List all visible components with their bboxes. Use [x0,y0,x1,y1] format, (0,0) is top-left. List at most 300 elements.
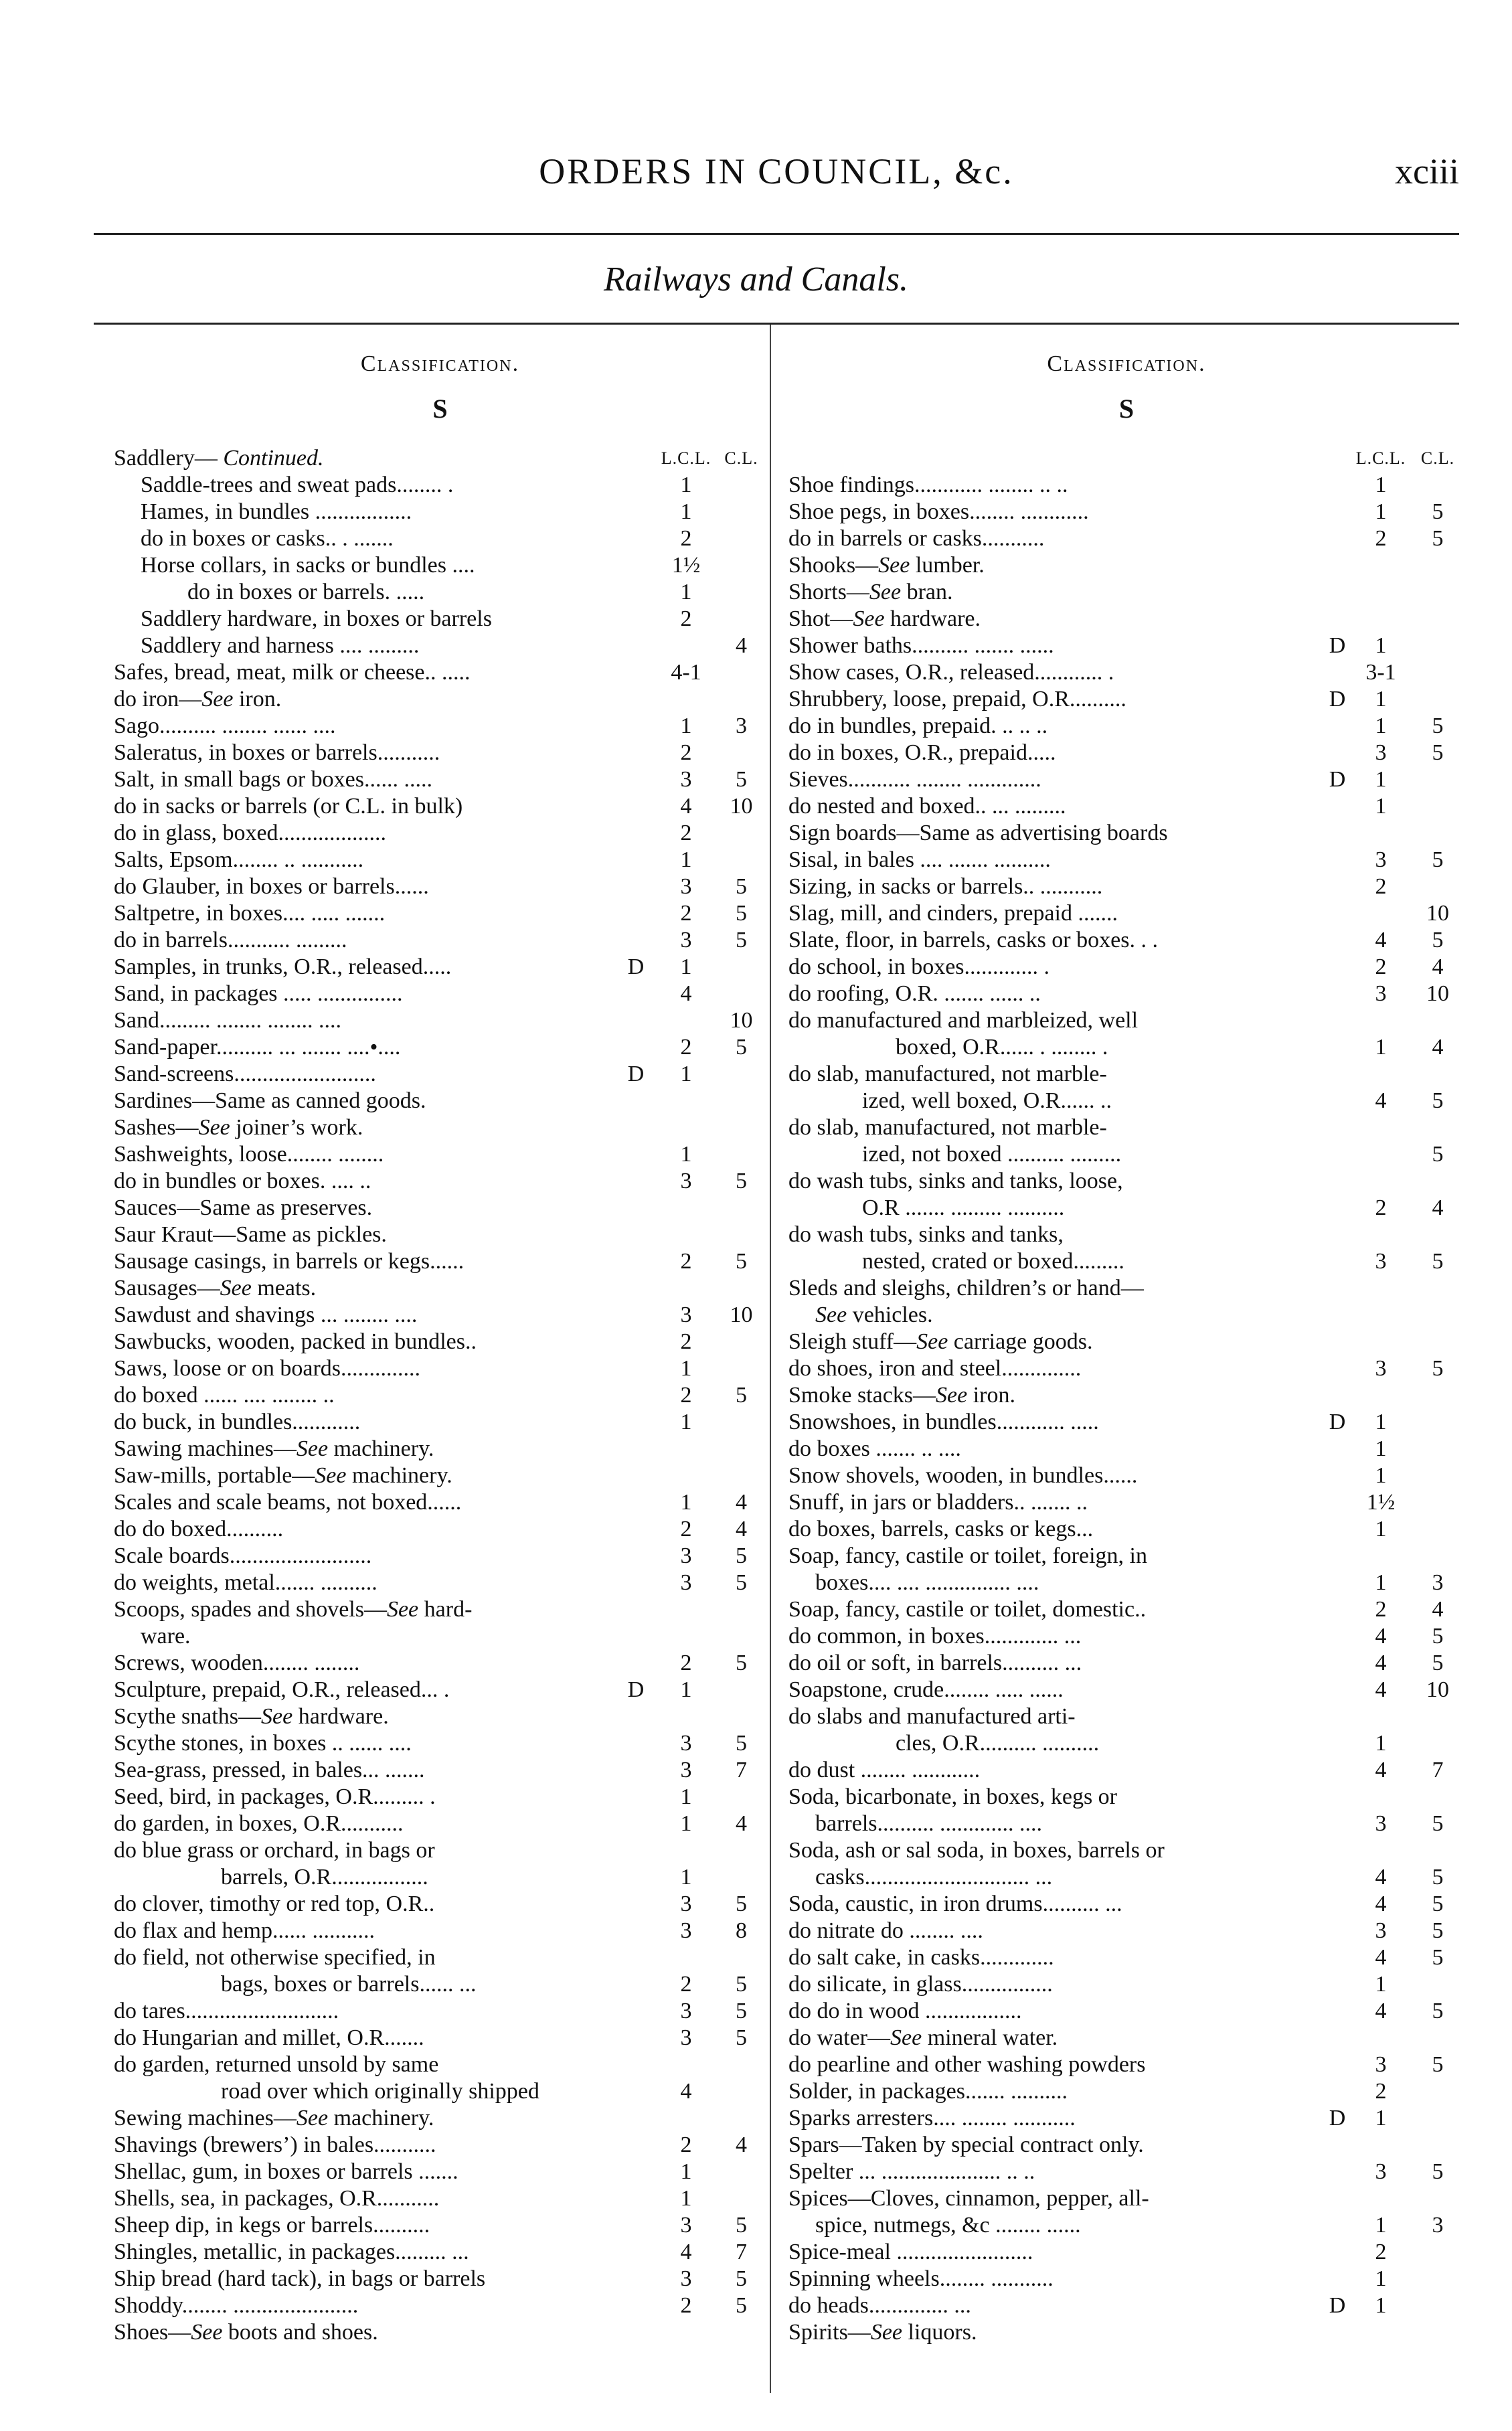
d-mark: D [1329,2106,1346,2130]
cl-value: 4 [736,1490,747,1515]
classification-entry [788,1409,1464,1436]
cl-value: 5 [736,1731,747,1756]
entry-text: boxed, O.R...... . ........ . [896,1035,1108,1060]
classification-entry [114,1623,766,1650]
classification-heading: Classification. [1047,351,1206,376]
cl-value: 5 [736,1999,747,2023]
lcl-value: 3 [680,874,692,899]
classification-entry [788,1864,1464,1891]
entry-text: Salt, in small bags or boxes...... ..... [114,767,432,792]
lcl-value: 1 [1375,473,1387,497]
entry-text: Hames, in bundles ................. [141,499,412,524]
entry-text: do in sacks or barrels (or C.L. in bulk) [114,794,463,819]
entry-text: Screws, wooden........ ........ [114,1651,360,1675]
entry-text: Sawing machines—See machinery. [114,1436,434,1461]
entry-text: Show cases, O.R., released............ . [788,660,1114,685]
entry-text: Saws, loose or on boards.............. [114,1356,421,1381]
entry-text: do oil or soft, in barrels.......... ... [788,1651,1082,1675]
classification-entry [114,1570,766,1596]
classification-entry [114,847,766,873]
entry-text: Shoddy........ ...................... [114,2293,359,2318]
entry-text: do in barrels........... ......... [114,928,347,952]
classification-entry [788,1061,1464,1088]
entry-text: Soap, fancy, castile or toilet, foreign, in [788,1543,1147,1568]
entry-text: do manufactured and marbleized, well [788,1008,1139,1033]
classification-entry [114,1811,766,1837]
entry-text: Sago.......... ........ ...... .... [114,714,336,738]
lcl-value: 4 [680,981,692,1006]
cl-value: 4 [1432,1597,1444,1622]
cl-value: 5 [736,1249,747,1274]
classification-entry [114,525,766,552]
d-mark: D [1329,687,1346,711]
cl-value: 5 [1432,526,1444,551]
entry-text: do slab, manufactured, not marble- [788,1062,1107,1086]
classification-entry [788,1784,1464,1811]
page-header [94,151,1459,204]
lcl-value: 1 [680,714,692,738]
lcl-value: 2 [680,821,692,845]
entry-text: Solder, in packages....... .......... [788,2079,1068,2104]
cl-value: 5 [736,1892,747,1916]
entry-text: See vehicles. [815,1303,933,1327]
lcl-value: 2 [1375,874,1387,899]
classification-entry [114,1998,766,2025]
cl-value: 10 [1426,981,1449,1006]
entry-text: do boxed ...... .... ........ .. [114,1383,335,1408]
lcl-value: 1 [680,1865,692,1890]
continued-heading: Saddlery— Continued. [114,446,324,471]
entry-text: do in boxes, O.R., prepaid..... [788,740,1056,765]
classification-entry [114,900,766,927]
classification-entry [114,606,766,633]
classification-entry [788,1998,1464,2025]
classification-entry [788,766,1464,793]
entry-text: casks............................. ... [815,1865,1053,1890]
lcl-value: 1 [1375,767,1387,792]
classification-entry [114,1971,766,1998]
lcl-value: 1 [1375,2266,1387,2291]
entry-text: Sand-screens......................... [114,1062,376,1086]
entry-text: do weights, metal....... .......... [114,1570,377,1595]
cl-value: 5 [1432,847,1444,872]
classification-entry [114,2025,766,2051]
classification-entry [114,766,766,793]
classification-entry [788,1703,1464,1730]
lcl-value: 2 [680,740,692,765]
cl-value: 5 [736,2025,747,2050]
d-mark: D [1329,767,1346,792]
classification-entry [114,1275,766,1302]
classification-entry [114,873,766,900]
cl-value: 5 [736,928,747,952]
entry-text: Shorts—See bran. [788,580,953,604]
lcl-value: 1 [1375,1410,1387,1434]
lcl-value: 1 [1375,2213,1387,2238]
entry-text: Sleds and sleighs, children’s or hand— [788,1276,1144,1301]
entry-text: Horse collars, in sacks or bundles .... [141,553,475,578]
cl-value: 7 [1432,1758,1444,1782]
entry-text: bags, boxes or barrels...... ... [221,1972,477,1997]
lcl-value: 2 [1375,526,1387,551]
entry-text: Ship bread (hard tack), in bags or barrels [114,2266,486,2291]
classification-entry [788,1222,1464,1248]
classification-entry [788,1677,1464,1703]
cl-value: 5 [736,1543,747,1568]
column-header-row [114,445,766,472]
entry-text: Sawbucks, wooden, packed in bundles.. [114,1329,477,1354]
classification-entry [788,2212,1464,2239]
classification-entry [788,686,1464,713]
entry-text: Shavings (brewers’) in bales........... [114,2132,436,2157]
entry-text: Sand, in packages ..... ............... [114,981,403,1006]
entry-text: Sisal, in bales .... ....... .......... [788,847,1051,872]
classification-entry [114,633,766,659]
entry-text: Saltpetre, in boxes.... ..... ....... [114,901,386,926]
classification-entry [788,1516,1464,1543]
lcl-value: 1 [680,473,692,497]
lcl-value: 1 [1375,1436,1387,1461]
classification-entry [114,1141,766,1168]
lcl-value: 1 [680,1784,692,1809]
classification-entry [114,2105,766,2132]
lcl-value: 3 [680,928,692,952]
section-subtitle: Railways and Canals. [603,260,909,299]
entry-text: do iron—See iron. [114,687,282,711]
lcl-value: 1 [680,2186,692,2211]
classification-entry [114,2185,766,2212]
cl-value: 10 [730,794,753,819]
cl-value: 5 [1432,1249,1444,1274]
classification-entry [788,1596,1464,1623]
classification-entry [788,2266,1464,2292]
entry-text: Shooks—See lumber. [788,553,985,578]
classification-entry [788,1918,1464,1944]
cl-value: 5 [1432,2052,1444,2077]
lcl-value: 1 [1375,499,1387,524]
header-rule [94,233,1459,235]
column-header-row [788,445,1464,472]
classification-entry [788,2185,1464,2212]
classification-entry [788,1114,1464,1141]
lcl-value: 2 [680,526,692,551]
classification-entry [788,1007,1464,1034]
lcl-value: 4 [680,2240,692,2264]
cl-value: 5 [736,1651,747,1675]
lcl-value: 3 [1375,2052,1387,2077]
entry-text: O.R ....... ......... .......... [862,1195,1065,1220]
entry-text: do common, in boxes............. ... [788,1624,1082,1649]
lcl-value: 2 [680,1517,692,1541]
classification-entry [114,2132,766,2159]
lcl-value: 4 [1375,1945,1387,1970]
classification-entry [114,2266,766,2292]
cl-value: 4 [736,2132,747,2157]
entry-text: Scales and scale beams, not boxed...... [114,1490,462,1515]
entry-text: Sashweights, loose........ ........ [114,1142,384,1167]
classification-entry [788,2025,1464,2051]
entry-text: do garden, in boxes, O.R........... [114,1811,404,1836]
classification-entry [788,2292,1464,2319]
lcl-value: 4 [680,794,692,819]
entry-text: Spices—Cloves, cinnamon, pepper, all- [788,2186,1149,2211]
classification-entry [114,1757,766,1784]
classification-entry [788,900,1464,927]
entry-text: do school, in boxes............. . [788,954,1050,979]
classification-entry [788,1436,1464,1462]
entry-text: do clover, timothy or red top, O.R.. [114,1892,435,1916]
lcl-value: 4 [680,2079,692,2104]
lcl-value: 4 [1375,1999,1387,2023]
lcl-value: 3 [1375,1918,1387,1943]
left-entries-list [114,472,766,2346]
classification-entry [114,1007,766,1034]
classification-entry [114,1061,766,1088]
lcl-value: 3 [680,1570,692,1595]
entry-text: Shower baths.......... ....... ...... [788,633,1054,658]
entry-text: Sashes—See joiner’s work. [114,1115,363,1140]
cl-value: 10 [1426,901,1449,926]
lcl-value: 1 [1375,2106,1387,2130]
entry-text: Sieves........... ........ ............. [788,767,1041,792]
classification-entry [114,1677,766,1703]
entry-text: boxes.... .... ............... .... [815,1570,1039,1595]
cl-column-label: C.L. [724,448,758,468]
classification-entry [114,1168,766,1195]
entry-text: Shells, sea, in packages, O.R........... [114,2186,440,2211]
lcl-value: 3 [1375,1811,1387,1836]
lcl-value: 1 [1375,1517,1387,1541]
lcl-value: 3 [1375,847,1387,872]
classification-entry [114,1837,766,1864]
classification-entry [788,1195,1464,1222]
entry-text: Soapstone, crude........ ..... ...... [788,1677,1064,1702]
entry-text: do field, not otherwise specified, in [114,1945,436,1970]
entry-text: Saddlery and harness .... ......... [141,633,420,658]
running-title: ORDERS IN COUNCIL, &c. [539,151,1014,191]
lcl-value: 3 [1375,740,1387,765]
lcl-value: 1 [1375,1731,1387,1756]
classification-entry [788,1757,1464,1784]
lcl-value: 4 [1375,1865,1387,1890]
classification-entry [788,2078,1464,2105]
classification-entry [788,1543,1464,1570]
classification-entry [114,1329,766,1355]
classification-entry [788,2319,1464,2346]
classification-entry [114,1516,766,1543]
cl-value: 5 [1432,1865,1444,1890]
entry-text: Saddlery hardware, in boxes or barrels [141,606,492,631]
lcl-value: 4-1 [671,660,701,685]
classification-entry [114,1918,766,1944]
entry-text: Sparks arresters.... ........ ........... [788,2106,1076,2130]
classification-entry [788,1382,1464,1409]
lcl-value: 1 [1375,1463,1387,1488]
classification-entry [788,1944,1464,1971]
entry-text: Shoes—See boots and shoes. [114,2320,378,2345]
lcl-value: 3 [680,2266,692,2291]
entry-text: Snuff, in jars or bladders.. ....... .. [788,1490,1088,1515]
entry-text: ized, well boxed, O.R...... .. [862,1088,1112,1113]
classification-entry [788,1570,1464,1596]
classification-entry [114,1489,766,1516]
lcl-value: 3 [1375,981,1387,1006]
lcl-value: 2 [1375,1195,1387,1220]
cl-value: 5 [736,2266,747,2291]
entry-text: Soda, caustic, in iron drums.......... ... [788,1892,1122,1916]
entry-text: do heads.............. ... [788,2293,971,2318]
entry-text: Sausages—See meats. [114,1276,317,1301]
entry-text: do in glass, boxed................... [114,821,387,845]
classification-entry [788,954,1464,981]
lcl-value: 3 [680,2213,692,2238]
classification-entry [114,713,766,740]
lcl-value: 1 [680,847,692,872]
classification-entry [788,1730,1464,1757]
letter-heading: S [432,394,448,424]
entry-text: do garden, returned unsold by same [114,2052,439,2077]
d-mark: D [627,1062,645,1086]
lcl-value: 1 [1375,687,1387,711]
classification-entry [788,2132,1464,2159]
page-number: xciii [1395,151,1459,191]
entry-text: Sand-paper.......... ... ....... ....•.... [114,1035,401,1060]
lcl-value: 4 [1375,1624,1387,1649]
classification-entry [788,1489,1464,1516]
lcl-value: 1 [1375,2293,1387,2318]
cl-value: 10 [730,1303,753,1327]
classification-entry [114,954,766,981]
lcl-value: 1 [680,1677,692,1702]
lcl-value: 3 [680,767,692,792]
lcl-value: 1½ [671,553,701,578]
classification-entry [114,1944,766,1971]
lcl-value: 2 [1375,1597,1387,1622]
classification-entry [788,606,1464,633]
lcl-value: 1 [680,1142,692,1167]
lcl-value: 1 [680,1356,692,1381]
entry-text: Shellac, gum, in boxes or barrels ....... [114,2159,458,2184]
entry-text: Samples, in trunks, O.R., released..... [114,954,452,979]
entry-text: barrels.......... ............. .... [815,1811,1043,1836]
classification-entry [788,659,1464,686]
lcl-value: 4 [1375,1892,1387,1916]
lcl-value: 1 [680,1062,692,1086]
entry-text: do tares........................... [114,1999,339,2023]
classification-entry [788,1248,1464,1275]
classification-entry [788,1141,1464,1168]
classification-entry [788,1329,1464,1355]
entry-text: do slab, manufactured, not marble- [788,1115,1107,1140]
subtitle-rule [94,323,1459,325]
entry-text: Seed, bird, in packages, O.R......... . [114,1784,436,1809]
classification-entry [114,1596,766,1623]
entry-text: Slag, mill, and cinders, prepaid ....... [788,901,1118,926]
classification-entry [114,1114,766,1141]
cl-value: 3 [736,714,747,738]
cl-value: 5 [736,767,747,792]
entry-text: Sawdust and shavings ... ........ .... [114,1303,418,1327]
classification-entry [788,552,1464,579]
lcl-value: 4 [1375,928,1387,952]
classification-entry [114,1302,766,1329]
d-mark: D [627,1677,645,1702]
lcl-value: 3 [680,1918,692,1943]
lcl-value: 3 [680,1169,692,1193]
column-divider [770,325,771,2393]
classification-entry [114,927,766,954]
classification-entry [114,1543,766,1570]
cl-value: 4 [1432,1195,1444,1220]
entry-text: do Hungarian and millet, O.R....... [114,2025,424,2050]
cl-value: 5 [1432,1142,1444,1167]
lcl-value: 2 [680,1329,692,1354]
cl-value: 5 [1432,2159,1444,2184]
entry-text: do in boxes or barrels. ..... [187,580,425,604]
entry-text: Sign boards—Same as advertising boards [788,821,1168,845]
cl-value: 7 [736,2240,747,2264]
classification-entry [114,1195,766,1222]
lcl-value: 1 [680,499,692,524]
cl-column-label: C.L. [1420,448,1455,468]
cl-value: 5 [736,901,747,926]
entry-text: do boxes, barrels, casks or kegs... [788,1517,1094,1541]
lcl-value: 2 [1375,2240,1387,2264]
lcl-value: 3 [680,1731,692,1756]
entry-text: Safes, bread, meat, milk or cheese.. ..... [114,660,471,685]
classification-entry [788,2159,1464,2185]
lcl-value: 2 [680,1972,692,1997]
d-mark: D [1329,633,1346,658]
cl-value: 3 [1432,1570,1444,1595]
classification-entry [788,1650,1464,1677]
classification-entry [788,2051,1464,2078]
entry-text: do shoes, iron and steel.............. [788,1356,1082,1381]
entry-text: Spinning wheels........ ........... [788,2266,1054,2291]
cl-value: 4 [736,1811,747,1836]
classification-entry [788,1275,1464,1302]
lcl-value: 2 [680,2293,692,2318]
classification-entry [114,659,766,686]
entry-text: Scale boards......................... [114,1543,372,1568]
classification-entry [788,740,1464,766]
right-entries-list [788,472,1464,2346]
entry-text: Spirits—See liquors. [788,2320,977,2345]
cl-value: 5 [736,1035,747,1060]
lcl-value: 2 [680,901,692,926]
lcl-value: 2 [1375,954,1387,979]
entry-text: Saur Kraut—Same as pickles. [114,1222,387,1247]
cl-value: 8 [736,1918,747,1943]
lcl-column-label: L.C.L. [661,448,711,468]
entry-text: do salt cake, in casks............. [788,1945,1054,1970]
entry-text: Shot—See hardware. [788,606,981,631]
entry-text: do pearline and other washing powders [788,2052,1146,2077]
entry-text: road over which originally shipped [221,2079,539,2104]
lcl-value: 1 [1375,794,1387,819]
classification-entry [114,2159,766,2185]
classification-entry [788,820,1464,847]
classification-entry [788,1623,1464,1650]
lcl-value: 2 [680,1035,692,1060]
cl-value: 7 [736,1758,747,1782]
lcl-value: 2 [680,1651,692,1675]
d-mark: D [1329,2293,1346,2318]
lcl-value: 3 [680,2025,692,2050]
entry-text: do slabs and manufactured arti- [788,1704,1076,1729]
entry-text: do Glauber, in boxes or barrels...... [114,874,429,899]
classification-entry [114,2292,766,2319]
